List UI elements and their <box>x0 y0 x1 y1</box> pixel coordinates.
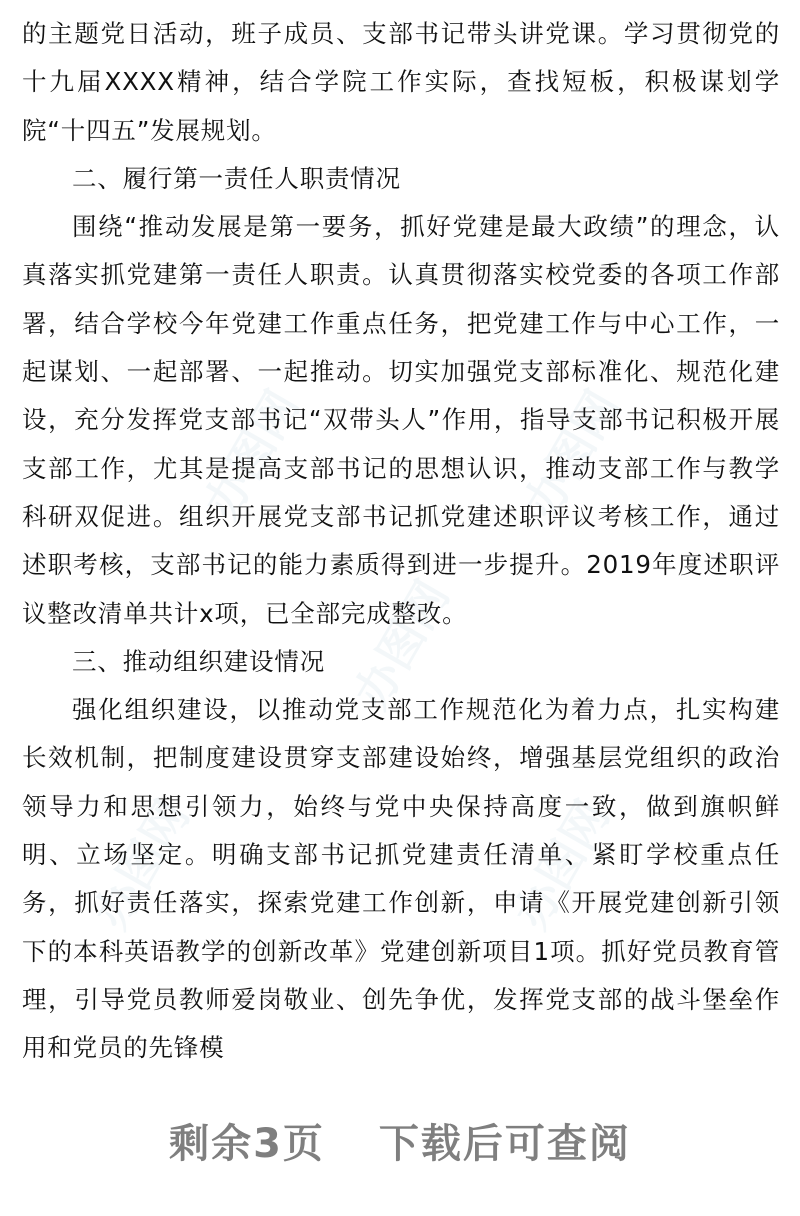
remaining-pages-banner <box>0 1112 800 1169</box>
paragraph-section-3: 强化组织建设，以推动党支部工作规范化为着力点，扎实构建长效机制，把制度建设贯穿支部建设始终，增强基层党组织的政治领导力和思想引领力，始终与党中央保持高度一致，做到旗帜鲜明、立场坚定。明确支部书记抓党建责任清单、紧盯学校重点任务，抓好责任落实，探索党建工作创新，申请《开展党建创新引领下的本科英语教学的创新改革》党建创新项目1项。抓好党员教育管理，引导党员教师爱岗敬业、创先争优，发挥党支部的战斗堡垒作用和党员的先锋模 <box>22 695 780 1063</box>
section-heading-2: 二、履行第一责任人职责情况 <box>72 163 401 193</box>
watermark-text: 办图网 <box>503 791 620 938</box>
watermark-text: 办图网 <box>343 571 460 718</box>
paragraph-continued: 的主题党日活动，班子成员、支部书记带头讲党课。学习贯彻党的十九届XXXX精神，结合学院工作实际，查找短板，积极谋划学院“十四五”发展规划。 <box>22 19 780 145</box>
section-heading-3: 三、推动组织建设情况 <box>72 646 325 676</box>
watermark-text: 办图网 <box>193 381 310 528</box>
watermark-text: 办图网 <box>83 791 200 938</box>
watermark-text: 办图网 <box>513 381 630 528</box>
paragraph-section-2: 围绕“推动发展是第一要务，抓好党建是最大政绩”的理念，认真落实抓党建第一责任人职责。认真贯彻落实校党委的各项工作部署，结合学校今年党建工作重点任务，把党建工作与中心工作，一起谋划、一起部署、一起推动。切实加强党支部标准化、规范化建设，充分发挥党支部书记“双带头人”作用，指导支部书记积极开展支部工作，尤其是提高支部书记的思想认识，推动支部工作与教学科研双促进。组织开展党支部书记抓党建述职评议考核工作，通过述职考核，支部书记的能力素质得到进一步提升。2019年度述职评议整改清单共计x项，已全部完成整改。 <box>22 212 780 628</box>
remaining-pages-text: 剩余3页 <box>169 1121 325 1167</box>
document-body <box>22 10 780 1073</box>
download-to-view-text: 下载后可查阅 <box>378 1121 631 1167</box>
